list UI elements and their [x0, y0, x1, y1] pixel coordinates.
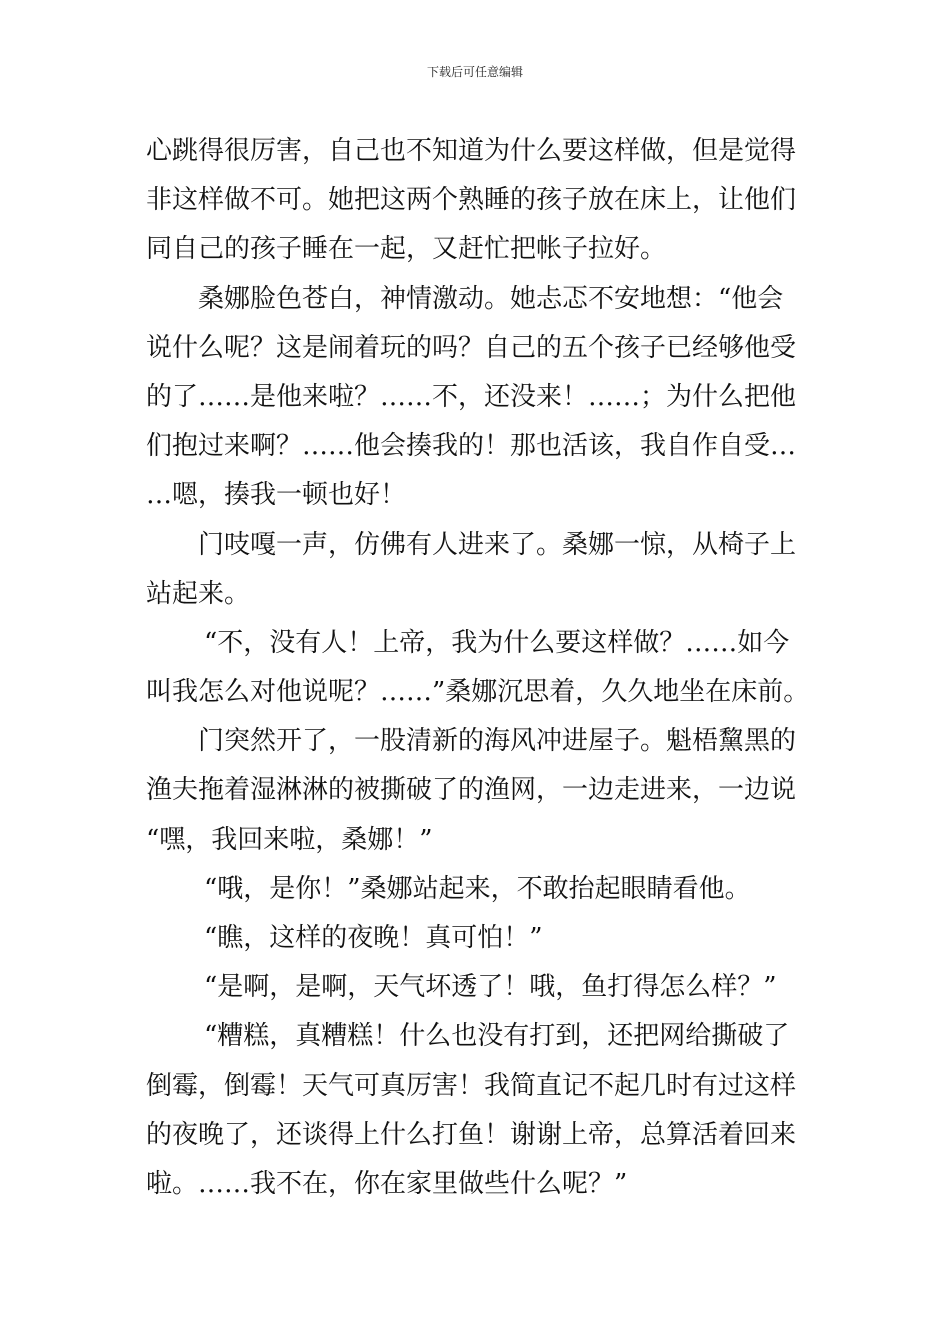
- paragraph-first-line: 桑娜脸色苍白，神情激动。她忐忑不安地想：“他会: [198, 283, 784, 314]
- text-line: 站起来。: [146, 578, 251, 609]
- paragraph-first-line: 门突然开了，一股清新的海风冲进屋子。魁梧黧黑的: [198, 726, 797, 757]
- text-line: …嗯，揍我一顿也好！: [146, 480, 407, 511]
- text-line: 同自己的孩子睡在一起，又赶忙把帐子拉好。: [146, 234, 667, 265]
- paragraph-first-line: 门吱嘎一声，仿佛有人进来了。桑娜一惊，从椅子上: [198, 529, 797, 560]
- text-line: 的夜晚了，还谈得上什么打鱼！谢谢上帝，总算活着回来: [146, 1119, 797, 1150]
- text-line: 啦。……我不在，你在家里做些什么呢？”: [146, 1168, 628, 1199]
- text-line: 非这样做不可。她把这两个熟睡的孩子放在床上，让他们: [146, 185, 797, 216]
- text-line: 的了……是他来啦？……不，还没来！……；为什么把他: [146, 381, 797, 412]
- paragraph-first-line: “瞧，这样的夜晚！真可怕！”: [204, 923, 543, 953]
- text-line: 心跳得很厉害，自己也不知道为什么要这样做，但是觉得: [146, 136, 797, 166]
- page-header: 下载后可任意编辑: [426, 65, 523, 79]
- text-line: 渔夫拖着湿淋淋的被撕破了的渔网，一边走进来，一边说: [146, 775, 797, 806]
- text-line: 说什么呢？这是闹着玩的吗？自己的五个孩子已经够他受: [146, 332, 797, 363]
- paragraph-first-line: “哦，是你！”桑娜站起来，不敢抬起眼睛看他。: [204, 873, 751, 904]
- text-line: “嘿，我回来啦，桑娜！”: [146, 824, 433, 855]
- text-line: 倒霉，倒霉！天气可真厉害！我简直记不起几时有过这样: [146, 1070, 797, 1101]
- text-line: 叫我怎么对他说呢？……”桑娜沉思着，久久地坐在床前。: [146, 677, 810, 708]
- paragraph-first-line: “是啊，是啊，天气坏透了！哦，鱼打得怎么样？”: [204, 972, 777, 1003]
- text-line: 们抱过来啊？……他会揍我的！那也活该，我自作自受…: [146, 431, 797, 462]
- paragraph-first-line: “不，没有人！上帝，我为什么要这样做？……如今: [204, 627, 790, 658]
- paragraph-first-line: “糟糕，真糟糕！什么也没有打到，还把网给撕破了: [204, 1021, 790, 1052]
- document-body: [146, 127, 810, 1209]
